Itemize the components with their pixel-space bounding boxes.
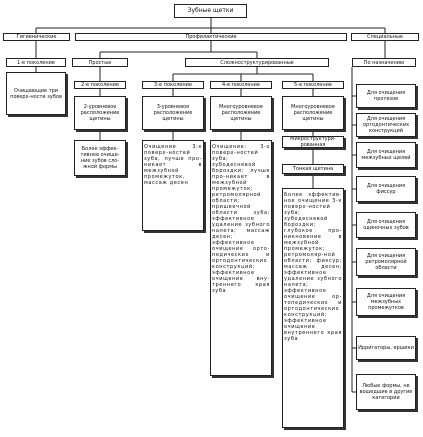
complex-gen5-microstructured: Микроструктури-рованная — [282, 136, 344, 148]
special-item-interdental-spaces: Для очищения межзубных промежутков — [356, 288, 416, 316]
complex-gen4-description: Очищение: 3-х поверх-ностей зуба; зубодесневой бороздки; лучше про-никает в межзубной промежуток; ретромолярной области; пришеечной области зуба; эффективное удаление зубного налета; массаж десен; эффективное очищение орто-педических и ортодонтических конструкций; эффективное очищение вну-треннего края зуба — [210, 140, 272, 376]
complex-gen4: 4-е поколение — [210, 81, 272, 89]
special-item-single-teeth: Для очищения одиночных зубов — [356, 212, 416, 238]
special-item-orthodontic: Для очищения ортодонтических конструкций — [356, 113, 416, 137]
complex-gen5-levels: Многоуровневое расположение щетины — [282, 96, 344, 130]
special-item-interdental-gaps: Для очищения межзубных щелей — [356, 142, 416, 168]
group-special: Специальные — [351, 33, 419, 41]
special-item-retromolar: Для очищения ретромолярной области — [356, 248, 416, 276]
complex-gen4-levels: Многоуровневое расположение щетины — [210, 96, 272, 130]
complex-gen5-thin-bristles: Тонкая щетина — [282, 164, 344, 174]
simple-description: Более эффек-тивное очище-ние зубов сло-жной формы — [74, 140, 126, 176]
special-item-fissures: Для очищения фиссур — [356, 176, 416, 202]
subgroup-complex: Сложноструктурированные — [185, 58, 329, 67]
complex-gen5-description: Более эффектив-ное очищение 3-х поверх-ностей зуба; зубодесневой бороздки; глубокое про-никновение в межзубной промежуток; ретромоляр-ной области; фиксур; массаж десен; эффективное удаление зубного налета; эффективное очищение ор-топедических и ортодонтических конструкций; эффективное очищение внутреннего края зуба — [282, 188, 344, 428]
simple-generation: 2-е поколение — [74, 81, 126, 89]
group-prophylactic: Профилактические — [75, 33, 347, 41]
special-item-other: Любые формы, не вошедшие в другие категории — [356, 374, 416, 410]
simple-levels: 2-уровневое расположение щетины — [74, 96, 126, 130]
complex-gen3-levels: 3-уровневое расположение щетины — [142, 96, 204, 130]
hygienic-generation: 1-е поколение — [6, 58, 66, 67]
group-hygienic: Гигиенические — [3, 33, 70, 41]
special-purpose-header: По назначению — [352, 58, 416, 67]
complex-gen5: 5-е поколение — [282, 81, 344, 89]
complex-gen3: 3-е поколение — [142, 81, 204, 89]
subgroup-simple: Простые — [72, 58, 128, 67]
complex-gen3-description: Очищение 3-х поверх-ностей зуба, лучше про-никает в межзубной промежуток, массаж десен — [142, 140, 204, 231]
root-node: Зубные щетки — [174, 4, 247, 18]
special-item-prostheses: Для очищения протезов — [356, 84, 416, 108]
hygienic-description: Очищающие три поверх-ности зубов — [6, 72, 66, 115]
special-item-irrigators: Ирригаторы, ершики — [356, 336, 416, 360]
